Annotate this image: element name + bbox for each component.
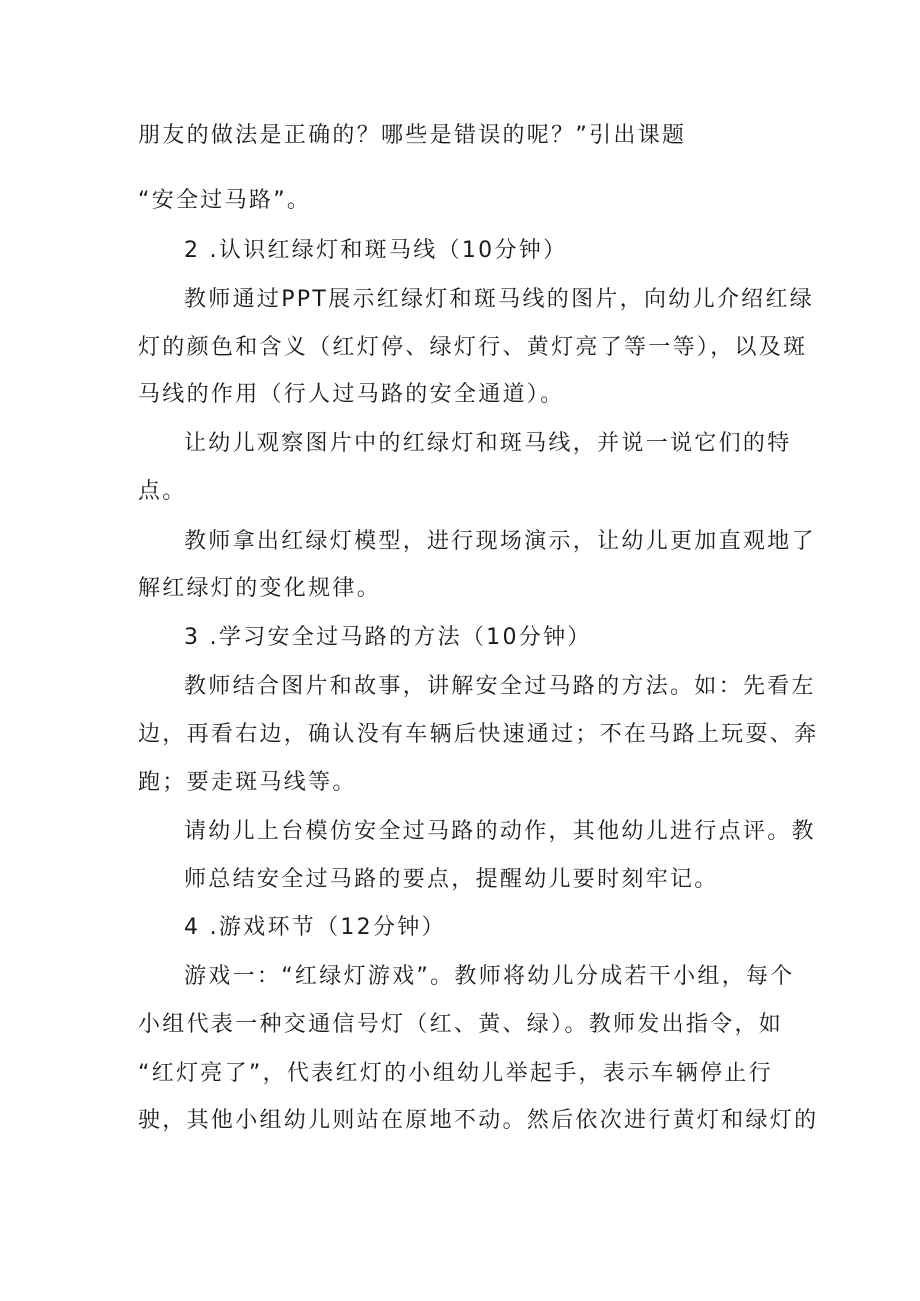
paragraph-line: “安全过马路”。 <box>138 188 312 213</box>
paragraph-line: 跑；要走斑马线等。 <box>138 770 357 795</box>
paragraph-line: 马线的作用（行人过马路的安全通道）。 <box>138 382 565 407</box>
paragraph-line: “红灯亮了”，代表红灯的小组幼儿举起手，表示车辆停止行 <box>138 1061 773 1086</box>
paragraph-line: 师总结安全过马路的要点，提醒幼儿要时刻牢记。 <box>184 867 719 892</box>
paragraph-line: 边，再看右边，确认没有车辆后快速通过；不在马路上玩耍、奔 <box>138 722 819 747</box>
paragraph-line: 驶，其他小组幼儿则站在原地不动。然后依次进行黄灯和绿灯的 <box>138 1108 819 1133</box>
paragraph-line: 让幼儿观察图片中的红绿灯和斑马线，并说一说它们的特 <box>184 431 792 456</box>
section-heading: 2 .认识红绿灯和斑马线（10分钟） <box>184 238 568 263</box>
paragraph-line: 解红绿灯的变化规律。 <box>138 576 382 601</box>
paragraph-line: 教师拿出红绿灯模型，进行现场演示，让幼儿更加直观地了 <box>184 529 816 554</box>
paragraph-line: 教师通过PPT展示红绿灯和斑马线的图片，向幼儿介绍红绿 <box>184 287 815 312</box>
paragraph-line: 朋友的做法是正确的？哪些是错误的呢？”引出课题 <box>138 123 687 148</box>
section-heading: 4 .游戏环节（12分钟） <box>184 915 446 940</box>
paragraph-line: 小组代表一种交通信号灯（红、黄、绿）。教师发出指令，如 <box>138 1012 784 1037</box>
section-heading: 3 .学习安全过马路的方法（10分钟） <box>184 625 592 650</box>
paragraph-line: 灯的颜色和含义（红灯停、绿灯行、黄灯亮了等一等），以及斑 <box>138 335 808 360</box>
paragraph-line: 教师结合图片和故事，讲解安全过马路的方法。如：先看左 <box>184 674 816 699</box>
paragraph-line: 游戏一：“红绿灯游戏”。教师将幼儿分成若干小组，每个 <box>184 964 795 989</box>
paragraph-line: 点。 <box>138 479 187 504</box>
paragraph-line: 请幼儿上台模仿安全过马路的动作，其他幼儿进行点评。教 <box>184 819 816 844</box>
